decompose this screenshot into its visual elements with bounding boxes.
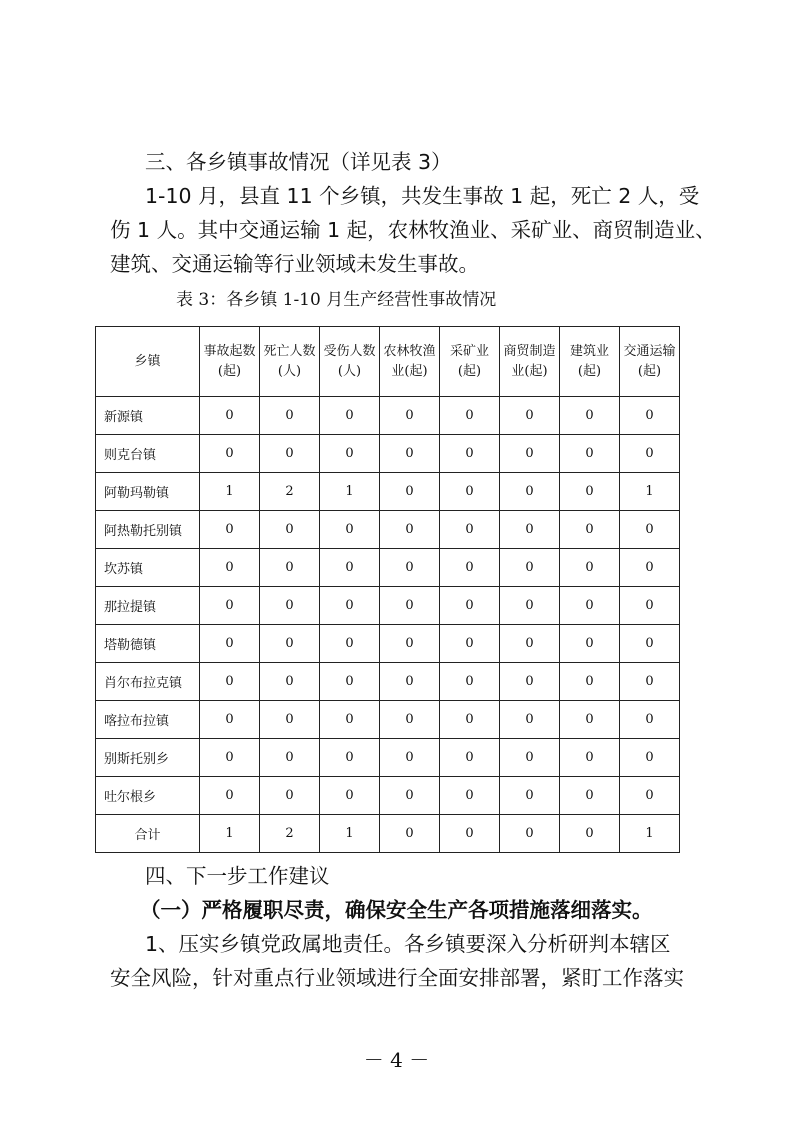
table-row [96,777,680,815]
header-commerce-manufacturing: 商贸制造业(起) [500,327,560,397]
cell-value: 0 [260,663,320,701]
cell-value: 0 [380,739,440,777]
table-caption: 表 3：各乡镇 1-10 月生产经营性事故情况 [176,290,497,310]
table-row [96,397,680,435]
page-number: － 4 － [363,1048,430,1072]
cell-town: 新源镇 [96,397,200,435]
cell-value: 0 [320,435,380,473]
cell-value: 0 [200,549,260,587]
cell-value: 0 [560,511,620,549]
cell-value: 0 [200,587,260,625]
cell-value: 0 [380,701,440,739]
cell-value: 0 [560,587,620,625]
cell-town: 坎苏镇 [96,549,200,587]
cell-value: 0 [560,815,620,853]
cell-value: 0 [260,511,320,549]
cell-town: 那拉提镇 [96,587,200,625]
cell-value: 0 [500,511,560,549]
cell-value: 0 [380,663,440,701]
cell-value: 0 [260,739,320,777]
cell-value: 0 [500,549,560,587]
cell-value: 0 [380,397,440,435]
cell-value: 0 [620,663,680,701]
cell-value: 0 [320,701,380,739]
cell-value: 0 [380,511,440,549]
cell-value: 0 [320,663,380,701]
cell-value: 0 [380,625,440,663]
cell-value: 0 [200,701,260,739]
cell-value: 0 [500,473,560,511]
cell-value: 0 [620,777,680,815]
cell-value: 0 [560,777,620,815]
cell-value: 0 [440,511,500,549]
cell-value: 0 [620,549,680,587]
accident-table [95,326,680,853]
cell-value: 0 [440,397,500,435]
cell-value: 0 [200,511,260,549]
section3-paragraph-line1: 1-10 月，县直 11 个乡镇，共发生事故 1 起，死亡 2 人，受 [145,184,700,208]
cell-town: 塔勒德镇 [96,625,200,663]
cell-value: 0 [320,625,380,663]
cell-value: 0 [620,739,680,777]
cell-value: 0 [440,701,500,739]
cell-value: 0 [500,777,560,815]
cell-value: 0 [500,435,560,473]
cell-town: 喀拉布拉镇 [96,701,200,739]
cell-value: 0 [440,663,500,701]
cell-value: 0 [260,397,320,435]
cell-value: 0 [200,739,260,777]
cell-value: 0 [620,625,680,663]
cell-value: 0 [440,777,500,815]
section3-heading: 三、各乡镇事故情况（详见表 3） [145,150,452,174]
header-mining: 采矿业(起) [440,327,500,397]
cell-value: 0 [500,739,560,777]
cell-value: 2 [260,473,320,511]
cell-value: 0 [560,625,620,663]
table-row [96,473,680,511]
cell-value: 0 [260,435,320,473]
cell-value: 0 [380,549,440,587]
cell-value: 0 [200,625,260,663]
cell-value: 0 [380,473,440,511]
cell-town: 阿热勒托别镇 [96,511,200,549]
cell-town: 别斯托别乡 [96,739,200,777]
cell-value: 0 [500,587,560,625]
header-town: 乡镇 [96,327,200,397]
cell-value: 0 [260,625,320,663]
cell-value: 0 [500,397,560,435]
cell-value: 1 [620,815,680,853]
cell-town: 肖尔布拉克镇 [96,663,200,701]
table-row [96,701,680,739]
cell-value: 0 [320,549,380,587]
cell-value: 0 [200,777,260,815]
cell-value: 0 [200,397,260,435]
cell-value: 0 [380,587,440,625]
section4-paragraph-line2: 安全风险，针对重点行业领域进行全面安排部署，紧盯工作落实 [110,966,684,990]
table-header-row [96,327,680,397]
cell-value: 0 [260,777,320,815]
cell-value: 0 [260,587,320,625]
header-accidents: 事故起数(起) [200,327,260,397]
section3-paragraph-line3: 建筑、交通运输等行业领域未发生事故。 [110,252,479,276]
cell-value: 0 [200,435,260,473]
cell-value: 0 [380,777,440,815]
cell-value: 0 [620,397,680,435]
cell-value: 0 [620,435,680,473]
cell-value: 0 [260,549,320,587]
cell-value: 0 [560,435,620,473]
cell-value: 0 [440,739,500,777]
table-row [96,663,680,701]
cell-value: 0 [560,549,620,587]
cell-value: 1 [620,473,680,511]
cell-value: 0 [440,549,500,587]
cell-value: 0 [440,587,500,625]
cell-value: 0 [620,587,680,625]
cell-value: 1 [200,815,260,853]
cell-value: 0 [320,511,380,549]
cell-value: 0 [440,435,500,473]
cell-value: 0 [500,701,560,739]
cell-value: 0 [560,701,620,739]
cell-value: 0 [560,397,620,435]
header-injuries: 受伤人数(人) [320,327,380,397]
cell-value: 0 [500,663,560,701]
table-total-row [96,815,680,853]
cell-value: 1 [200,473,260,511]
section3-paragraph-line2: 伤 1 人。其中交通运输 1 起，农林牧渔业、采矿业、商贸制造业、 [110,218,716,242]
section4-heading: 四、下一步工作建议 [145,864,330,888]
cell-total-label: 合计 [96,815,200,853]
header-agriculture: 农林牧渔业(起) [380,327,440,397]
section4-paragraph-line1: 1、压实乡镇党政属地责任。各乡镇要深入分析研判本辖区 [145,932,671,956]
cell-town: 则克台镇 [96,435,200,473]
section4-subheading: （一）严格履职尽责，确保安全生产各项措施落细落实。 [140,898,653,922]
cell-value: 0 [560,663,620,701]
cell-value: 0 [500,815,560,853]
cell-value: 0 [620,511,680,549]
cell-value: 0 [320,397,380,435]
cell-value: 2 [260,815,320,853]
cell-value: 0 [320,777,380,815]
cell-value: 0 [380,435,440,473]
cell-value: 0 [440,815,500,853]
cell-value: 0 [320,587,380,625]
cell-value: 1 [320,473,380,511]
cell-value: 1 [320,815,380,853]
cell-value: 0 [380,815,440,853]
header-construction: 建筑业(起) [560,327,620,397]
table-row [96,511,680,549]
cell-value: 0 [320,739,380,777]
cell-value: 0 [500,625,560,663]
cell-value: 0 [620,701,680,739]
cell-value: 0 [440,625,500,663]
cell-town: 吐尔根乡 [96,777,200,815]
header-transport: 交通运输(起) [620,327,680,397]
table-row [96,739,680,777]
cell-value: 0 [560,739,620,777]
table-row [96,625,680,663]
cell-value: 0 [200,663,260,701]
table-row [96,435,680,473]
table-row [96,587,680,625]
cell-value: 0 [260,701,320,739]
header-deaths: 死亡人数(人) [260,327,320,397]
table-row [96,549,680,587]
cell-value: 0 [440,473,500,511]
cell-value: 0 [560,473,620,511]
cell-town: 阿勒玛勒镇 [96,473,200,511]
